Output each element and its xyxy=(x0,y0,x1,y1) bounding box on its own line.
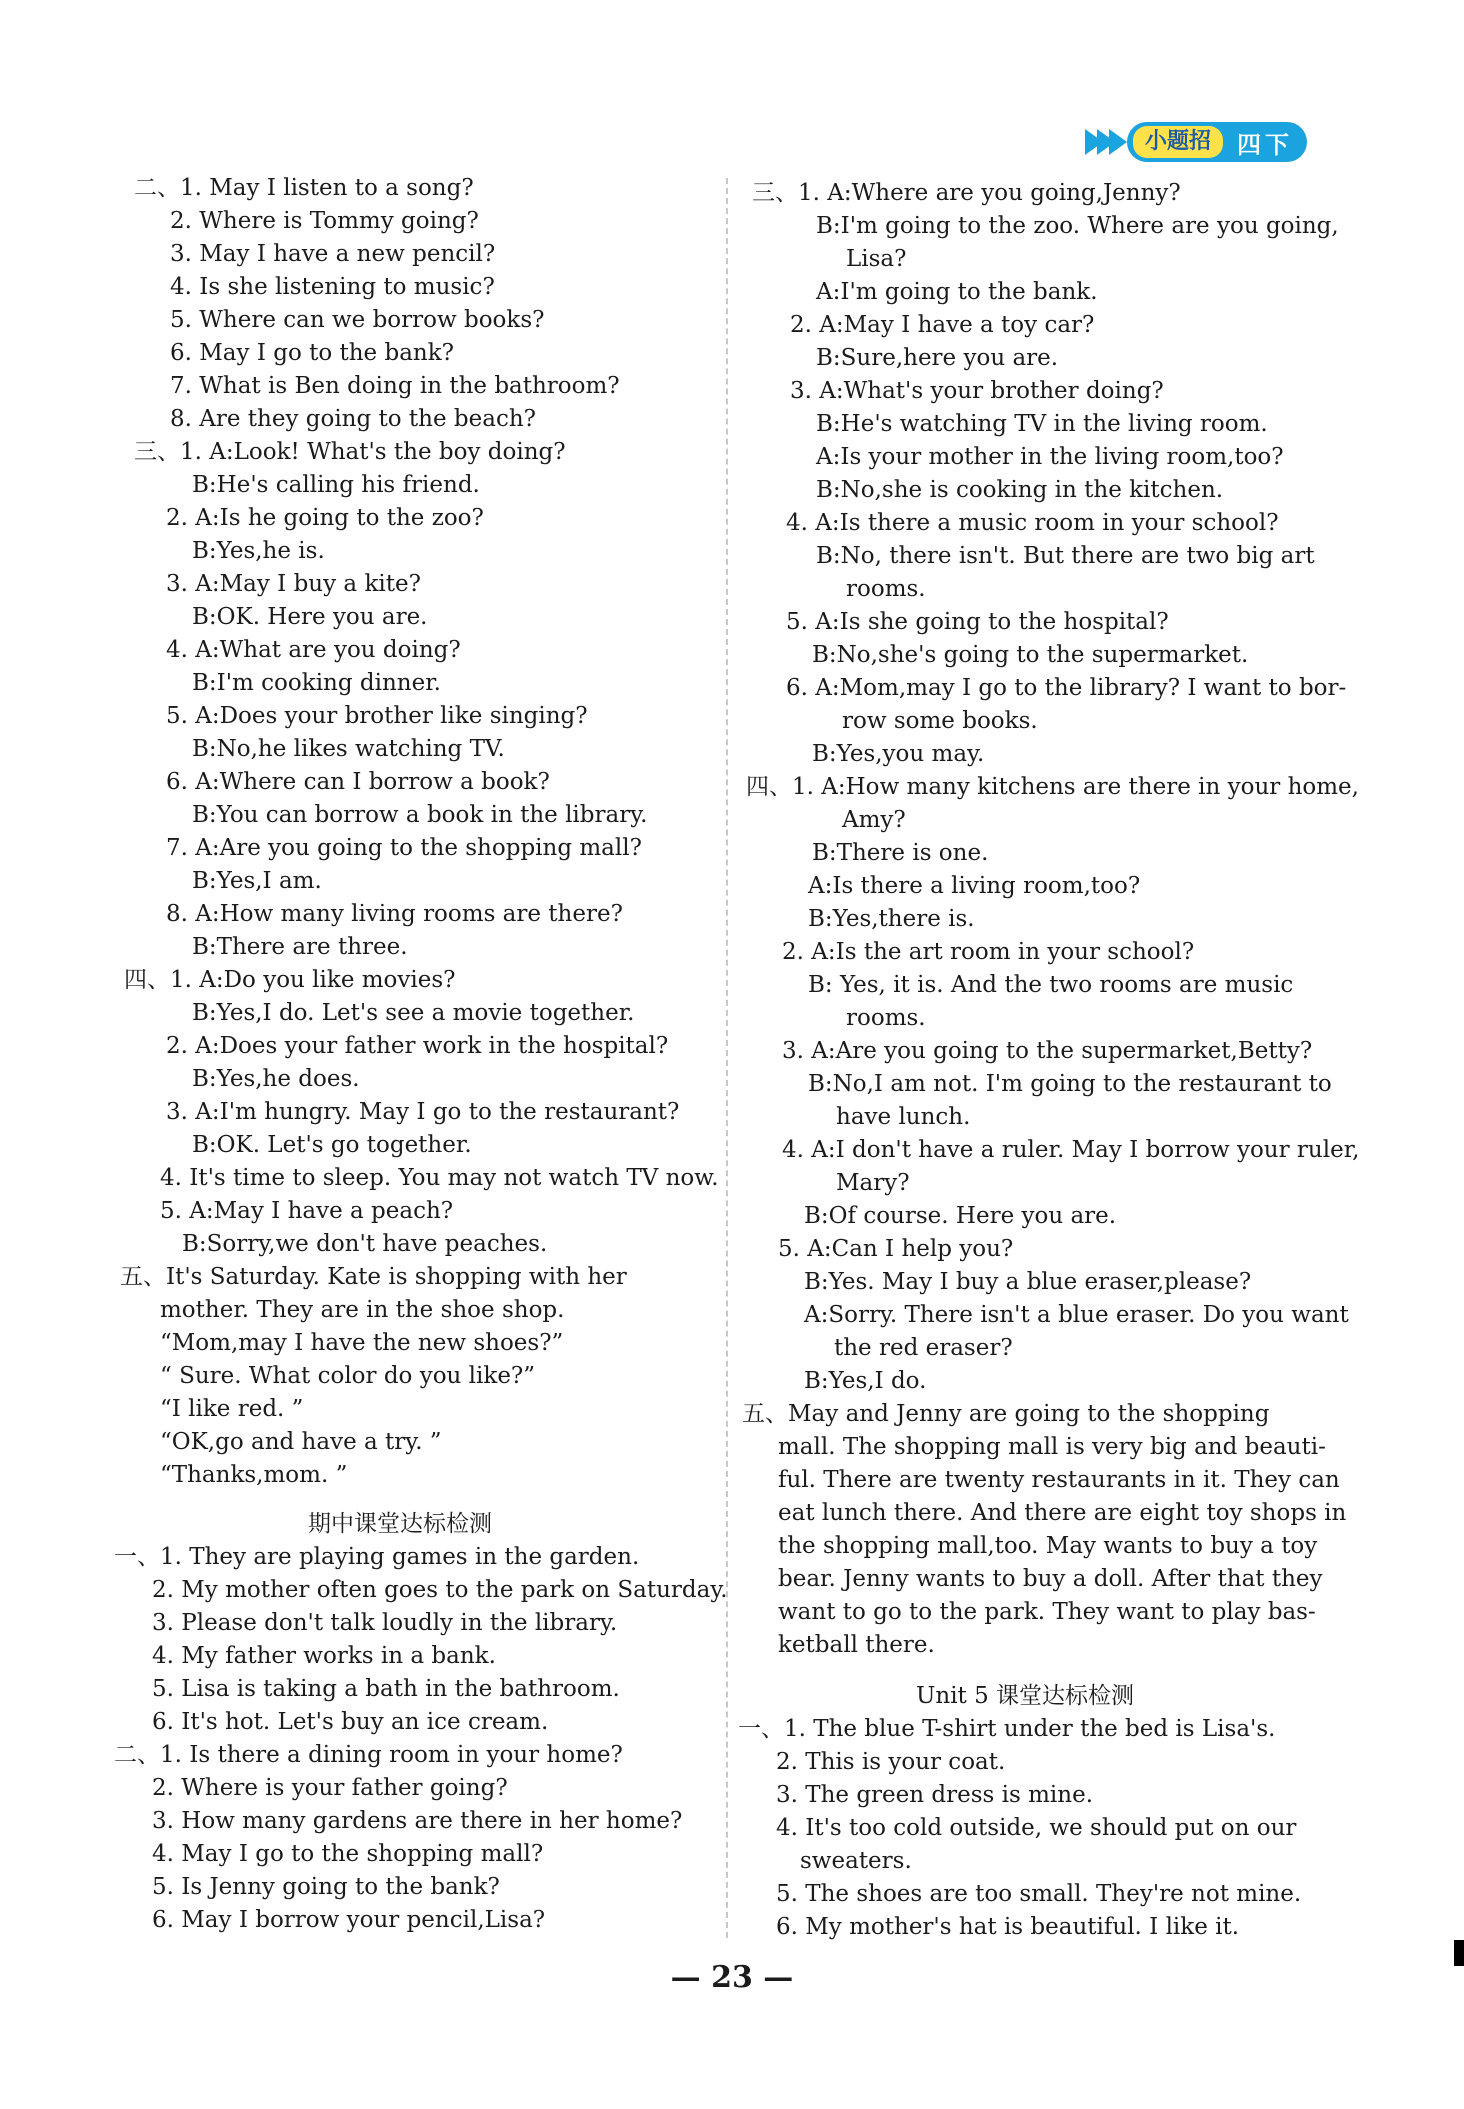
answer-line: B:No,she is cooking in the kitchen. xyxy=(816,477,1224,503)
answer-line: B:Yes,there is. xyxy=(808,906,975,932)
answer-line: B:Yes,I do. Let's see a movie together. xyxy=(192,1000,635,1026)
answer-line: B: Yes, it is. And the two rooms are music xyxy=(808,972,1294,998)
answer-line: 5. Lisa is taking a bath in the bathroom. xyxy=(152,1676,620,1702)
answer-line: 3. May I have a new pencil? xyxy=(170,241,496,267)
answer-line: 三、1. A:Where are you going,Jenny? xyxy=(752,180,1181,206)
answer-line: B:He's watching TV in the living room. xyxy=(816,411,1268,437)
answer-line: B:I'm going to the zoo. Where are you going, xyxy=(816,213,1339,239)
answer-line: 3. A:What's your brother doing? xyxy=(790,378,1164,404)
forward-arrows-icon xyxy=(1085,129,1121,155)
answer-line: 4. A:I don't have a ruler. May I borrow your ruler, xyxy=(782,1137,1360,1163)
answer-line: B:No,he likes watching TV. xyxy=(192,736,505,762)
answer-line: Amy? xyxy=(842,807,906,833)
answer-line: want to go to the park. They want to play bas- xyxy=(778,1599,1316,1625)
answer-line: 5. A:Is she going to the hospital? xyxy=(786,609,1169,635)
answer-line: B:Yes,he does. xyxy=(192,1066,360,1092)
answer-line: the red eraser? xyxy=(834,1335,1013,1361)
section-heading: 期中课堂达标检测 xyxy=(308,1511,492,1537)
answer-line: B:Sure,here you are. xyxy=(816,345,1059,371)
answer-line: 6. My mother's hat is beautiful. I like it. xyxy=(776,1914,1240,1940)
answer-line: have lunch. xyxy=(836,1104,971,1130)
answer-line: 四、1. A:Do you like movies? xyxy=(124,967,456,993)
answer-line: bear. Jenny wants to buy a doll. After that they xyxy=(778,1566,1323,1592)
answer-line: 4. May I go to the shopping mall? xyxy=(152,1841,544,1867)
answer-line: A:Is your mother in the living room,too? xyxy=(816,444,1284,470)
answer-line: 7. What is Ben doing in the bathroom? xyxy=(170,373,620,399)
grade-label: 四下 xyxy=(1237,130,1294,159)
answer-line: 2. Where is your father going? xyxy=(152,1775,508,1801)
answer-line: 6. May I go to the bank? xyxy=(170,340,454,366)
answer-line: B:OK. Here you are. xyxy=(192,604,428,630)
answer-line: rooms. xyxy=(846,576,926,602)
answer-line: sweaters. xyxy=(800,1848,912,1874)
edge-mark xyxy=(1454,1940,1464,1966)
answer-line: “OK,go and have a try. ” xyxy=(160,1429,442,1455)
answer-line: 五、It's Saturday. Kate is shopping with her xyxy=(120,1264,627,1290)
answer-line: 一、1. The blue T-shirt under the bed is Lisa's. xyxy=(738,1716,1276,1742)
answer-line: B:No,she's going to the supermarket. xyxy=(812,642,1249,668)
answer-line: 8. A:How many living rooms are there? xyxy=(166,901,623,927)
answer-line: 8. Are they going to the beach? xyxy=(170,406,536,432)
answer-line: 2. A:Does your father work in the hospital? xyxy=(166,1033,669,1059)
answer-line: 5. A:May I have a peach? xyxy=(160,1198,454,1224)
answer-line: 2. This is your coat. xyxy=(776,1749,1006,1775)
answer-line: 4. It's time to sleep. You may not watch TV now. xyxy=(160,1165,719,1191)
answer-line: B:There are three. xyxy=(192,934,408,960)
answer-line: 5. A:Can I help you? xyxy=(778,1236,1014,1262)
answer-line: 4. My father works in a bank. xyxy=(152,1643,496,1669)
answer-line: eat lunch there. And there are eight toy shops in xyxy=(778,1500,1347,1526)
answer-line: “ Sure. What color do you like?” xyxy=(160,1363,536,1389)
answer-line: 4. Is she listening to music? xyxy=(170,274,495,300)
answer-line: 6. A:Mom,may I go to the library? I want to bor- xyxy=(786,675,1347,701)
answer-line: ketball there. xyxy=(778,1632,935,1658)
answer-line: B:Yes,he is. xyxy=(192,538,325,564)
answer-line: B:Yes,I do. xyxy=(804,1368,927,1394)
answer-line: “Thanks,mom. ” xyxy=(160,1462,348,1488)
answer-line: 一、1. They are playing games in the garden. xyxy=(114,1544,640,1570)
answer-line: B:There is one. xyxy=(812,840,989,866)
answer-line: 2. A:May I have a toy car? xyxy=(790,312,1095,338)
answer-line: 7. A:Are you going to the shopping mall? xyxy=(166,835,642,861)
answer-line: 6. May I borrow your pencil,Lisa? xyxy=(152,1907,546,1933)
answer-line: 3. The green dress is mine. xyxy=(776,1782,1094,1808)
answer-line: rooms. xyxy=(846,1005,926,1031)
answer-line: “I like red. ” xyxy=(160,1396,304,1422)
answer-line: 4. A:Is there a music room in your school? xyxy=(786,510,1279,536)
answer-line: 三、1. A:Look! What's the boy doing? xyxy=(134,439,566,465)
answer-line: 3. A:I'm hungry. May I go to the restaurant? xyxy=(166,1099,680,1125)
answer-line: 5. Is Jenny going to the bank? xyxy=(152,1874,500,1900)
series-logo xyxy=(1085,118,1345,166)
answer-line: Mary? xyxy=(836,1170,910,1196)
series-badge xyxy=(1127,122,1307,162)
answer-line: mall. The shopping mall is very big and beauti- xyxy=(778,1434,1326,1460)
answer-line: 4. It's too cold outside, we should put on our xyxy=(776,1815,1297,1841)
answer-line: 二、1. Is there a dining room in your home? xyxy=(114,1742,623,1768)
answer-line: B:Yes,you may. xyxy=(812,741,985,767)
answer-line: B:You can borrow a book in the library. xyxy=(192,802,648,828)
answer-line: 5. A:Does your brother like singing? xyxy=(166,703,588,729)
answer-line: row some books. xyxy=(842,708,1038,734)
answer-line: 6. It's hot. Let's buy an ice cream. xyxy=(152,1709,549,1735)
answer-line: B:Yes,I am. xyxy=(192,868,322,894)
answer-line: ful. There are twenty restaurants in it. They can xyxy=(778,1467,1340,1493)
answer-line: A:I'm going to the bank. xyxy=(816,279,1098,305)
answer-line: the shopping mall,too. May wants to buy a toy xyxy=(778,1533,1318,1559)
answer-line: B:No,I am not. I'm going to the restaurant to xyxy=(808,1071,1332,1097)
answer-line: B:I'm cooking dinner. xyxy=(192,670,441,696)
answer-line: B:Yes. May I buy a blue eraser,please? xyxy=(804,1269,1252,1295)
answer-line: B:OK. Let's go together. xyxy=(192,1132,472,1158)
answer-line: B:Of course. Here you are. xyxy=(804,1203,1117,1229)
answer-line: A:Is there a living room,too? xyxy=(808,873,1141,899)
answer-line: 6. A:Where can I borrow a book? xyxy=(166,769,550,795)
answer-line: 3. How many gardens are there in her home? xyxy=(152,1808,683,1834)
answer-line: 二、1. May I listen to a song? xyxy=(134,175,474,201)
answer-line: 3. Please don't talk loudly in the library. xyxy=(152,1610,618,1636)
answer-line: Lisa? xyxy=(846,246,907,272)
answer-line: 5. The shoes are too small. They're not mine. xyxy=(776,1881,1302,1907)
answer-line: B:Sorry,we don't have peaches. xyxy=(182,1231,548,1257)
page-number: — 23 — xyxy=(670,1960,794,1995)
answer-line: 四、1. A:How many kitchens are there in your home, xyxy=(746,774,1359,800)
answer-line: B:He's calling his friend. xyxy=(192,472,480,498)
answer-line: 3. A:May I buy a kite? xyxy=(166,571,421,597)
section-heading: Unit 5 课堂达标检测 xyxy=(916,1683,1135,1709)
answer-line: 2. A:Is the art room in your school? xyxy=(782,939,1195,965)
column-divider xyxy=(726,178,728,1938)
answer-line: 3. A:Are you going to the supermarket,Betty? xyxy=(782,1038,1313,1064)
answer-line: mother. They are in the shoe shop. xyxy=(160,1297,565,1323)
answer-line: “Mom,may I have the new shoes?” xyxy=(160,1330,564,1356)
brand-logo: 小题招 xyxy=(1133,126,1223,158)
answer-line: 五、May and Jenny are going to the shopping xyxy=(742,1401,1270,1427)
answer-line: 5. Where can we borrow books? xyxy=(170,307,545,333)
answer-line: 2. A:Is he going to the zoo? xyxy=(166,505,484,531)
answer-line: 2. My mother often goes to the park on Saturday. xyxy=(152,1577,728,1603)
answer-line: B:No, there isn't. But there are two big art xyxy=(816,543,1315,569)
answer-line: A:Sorry. There isn't a blue eraser. Do you want xyxy=(804,1302,1349,1328)
answer-line: 2. Where is Tommy going? xyxy=(170,208,479,234)
answer-line: 4. A:What are you doing? xyxy=(166,637,461,663)
